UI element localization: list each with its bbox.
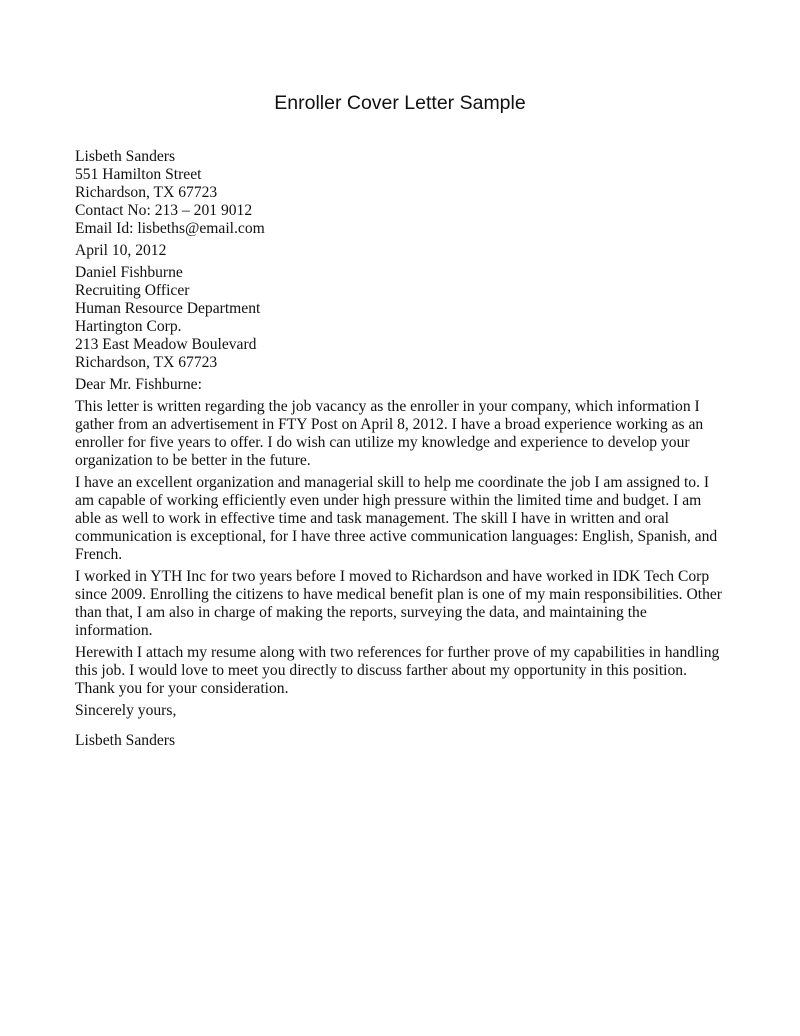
sender-city: Richardson, TX 67723	[75, 184, 218, 201]
sender-address	[75, 148, 735, 238]
paragraph-line: since 2009. Enrolling the citizens to have medical benefit plan is one of my main responsibilities. Other	[75, 586, 722, 603]
paragraph-line: am capable of working efficiently even under high pressure within the limited time and budget. I am	[75, 492, 702, 509]
paragraph-line: than that, I am also in charge of making the reports, surveying the data, and maintaining the	[75, 604, 647, 621]
paragraph-line: communication is exceptional, for I have three active communication languages: English, Spanish, and	[75, 528, 718, 545]
paragraph-2	[75, 474, 735, 564]
paragraph-line: I have an excellent organization and managerial skill to help me coordinate the job I am assigned to. I	[75, 474, 710, 491]
sender-name: Lisbeth Sanders	[75, 148, 176, 165]
paragraph-line: This letter is written regarding the job vacancy as the enroller in your company, which information I	[75, 398, 700, 415]
paragraph-line: Thank you for your consideration.	[75, 680, 289, 697]
recipient-city: Richardson, TX 67723	[75, 354, 218, 371]
paragraph-line: enroller for five years to offer. I do wish can utilize my knowledge and experience to develop your	[75, 434, 690, 451]
paragraph-line: gather from an advertisement in FTY Post on April 8, 2012. I have a broad experience working as an	[75, 416, 704, 433]
letter-body	[75, 148, 735, 750]
paragraph-3	[75, 568, 735, 640]
closing: Sincerely yours,	[75, 702, 177, 719]
document-title: Enroller Cover Letter Sample	[274, 92, 526, 114]
recipient-street: 213 East Meadow Boulevard	[75, 336, 257, 353]
recipient-name: Daniel Fishburne	[75, 264, 183, 281]
paragraph-line: French.	[75, 546, 123, 563]
sender-email: Email Id: lisbeths@email.com	[75, 220, 265, 237]
paragraph-line: Herewith I attach my resume along with two references for further prove of my capabilities in handling	[75, 644, 720, 661]
recipient-department: Human Resource Department	[75, 300, 261, 317]
paragraph-1	[75, 398, 735, 470]
paragraph-line: information.	[75, 622, 153, 639]
paragraph-line: this job. I would love to meet you directly to discuss farther about my opportunity in this position.	[75, 662, 687, 679]
paragraph-line: organization to be better in the future.	[75, 452, 311, 469]
salutation: Dear Mr. Fishburne:	[75, 376, 202, 393]
recipient-address	[75, 264, 735, 372]
sender-street: 551 Hamilton Street	[75, 166, 202, 183]
paragraph-4	[75, 644, 735, 698]
letter-date: April 10, 2012	[75, 242, 167, 259]
signature: Lisbeth Sanders	[75, 732, 176, 749]
recipient-position: Recruiting Officer	[75, 282, 190, 299]
sender-contact: Contact No: 213 – 201 9012	[75, 202, 253, 219]
paragraph-line: able as well to work in effective time and task management. The skill I have in written and oral	[75, 510, 669, 527]
paragraph-line: I worked in YTH Inc for two years before I moved to Richardson and have worked in IDK Tech Corp	[75, 568, 710, 585]
recipient-company: Hartington Corp.	[75, 318, 182, 335]
